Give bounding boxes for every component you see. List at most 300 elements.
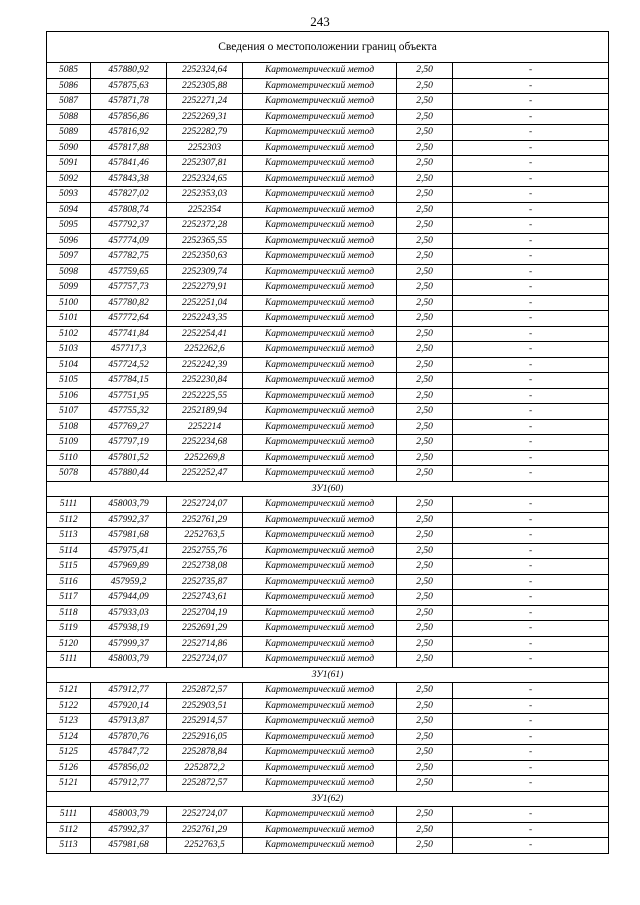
point-number-cell: 5125: [47, 745, 91, 761]
point-number-cell: 5117: [47, 590, 91, 606]
table-row: [47, 683, 609, 699]
method-cell: Картометрический метод: [243, 435, 397, 451]
coord-x-cell: 457741,84: [91, 326, 167, 342]
coord-x-cell: 457774,09: [91, 233, 167, 249]
table-row: [47, 63, 609, 79]
coord-y-cell: 2252354: [167, 202, 243, 218]
precision-cell: 2,50: [397, 528, 453, 544]
table-row: [47, 543, 609, 559]
precision-cell: 2,50: [397, 218, 453, 234]
point-number-cell: 5110: [47, 450, 91, 466]
description-cell: -: [453, 264, 609, 280]
description-cell: -: [453, 357, 609, 373]
method-cell: Картометрический метод: [243, 450, 397, 466]
coord-x-cell: 457880,44: [91, 466, 167, 482]
coord-y-cell: 2252743,61: [167, 590, 243, 606]
precision-cell: 2,50: [397, 295, 453, 311]
description-cell: -: [453, 450, 609, 466]
coord-x-cell: 458003,79: [91, 807, 167, 823]
coord-y-cell: 2252755,76: [167, 543, 243, 559]
point-number-cell: 5119: [47, 621, 91, 637]
method-cell: Картометрический метод: [243, 683, 397, 699]
table-row: [47, 109, 609, 125]
description-cell: -: [453, 435, 609, 451]
point-number-cell: 5121: [47, 683, 91, 699]
coord-y-cell: 2252365,55: [167, 233, 243, 249]
description-cell: -: [453, 466, 609, 482]
precision-cell: 2,50: [397, 559, 453, 575]
point-number-cell: 5092: [47, 171, 91, 187]
description-cell: -: [453, 280, 609, 296]
table-row: [47, 357, 609, 373]
description-cell: -: [453, 714, 609, 730]
point-number-cell: 5122: [47, 698, 91, 714]
method-cell: Картометрический метод: [243, 636, 397, 652]
table-row: [47, 156, 609, 172]
point-number-cell: 5109: [47, 435, 91, 451]
coord-y-cell: 2252372,28: [167, 218, 243, 234]
table-row: [47, 94, 609, 110]
description-cell: -: [453, 512, 609, 528]
point-number-cell: 5102: [47, 326, 91, 342]
point-number-cell: 5096: [47, 233, 91, 249]
precision-cell: 2,50: [397, 605, 453, 621]
precision-cell: 2,50: [397, 822, 453, 838]
precision-cell: 2,50: [397, 78, 453, 94]
coord-x-cell: 457769,27: [91, 419, 167, 435]
table-row: [47, 605, 609, 621]
method-cell: Картометрический метод: [243, 760, 397, 776]
table-row: [47, 760, 609, 776]
precision-cell: 2,50: [397, 140, 453, 156]
point-number-cell: 5078: [47, 466, 91, 482]
table-row: [47, 187, 609, 203]
coord-y-cell: 2252738,08: [167, 559, 243, 575]
coord-x-cell: 457784,15: [91, 373, 167, 389]
precision-cell: 2,50: [397, 450, 453, 466]
table-row: [47, 404, 609, 420]
table-row: [47, 729, 609, 745]
table-row: [47, 838, 609, 854]
table-title-row: [47, 32, 609, 63]
description-cell: -: [453, 233, 609, 249]
method-cell: Картометрический метод: [243, 187, 397, 203]
coord-x-cell: 457913,87: [91, 714, 167, 730]
table-row: [47, 419, 609, 435]
description-cell: -: [453, 683, 609, 699]
point-number-cell: 5107: [47, 404, 91, 420]
coord-y-cell: 2252878,84: [167, 745, 243, 761]
description-cell: -: [453, 698, 609, 714]
coord-y-cell: 2252230,84: [167, 373, 243, 389]
coord-y-cell: 2252691,29: [167, 621, 243, 637]
table-row: [47, 202, 609, 218]
coord-x-cell: 457992,37: [91, 822, 167, 838]
description-cell: -: [453, 838, 609, 854]
table-row: [47, 233, 609, 249]
point-number-cell: 5094: [47, 202, 91, 218]
precision-cell: 2,50: [397, 714, 453, 730]
precision-cell: 2,50: [397, 419, 453, 435]
method-cell: Картометрический метод: [243, 559, 397, 575]
coord-x-cell: 457875,63: [91, 78, 167, 94]
table-row: [47, 621, 609, 637]
point-number-cell: 5095: [47, 218, 91, 234]
method-cell: Картометрический метод: [243, 543, 397, 559]
coord-x-cell: 457999,37: [91, 636, 167, 652]
precision-cell: 2,50: [397, 621, 453, 637]
point-number-cell: 5111: [47, 497, 91, 513]
coord-x-cell: 457981,68: [91, 528, 167, 544]
point-number-cell: 5101: [47, 311, 91, 327]
coord-x-cell: 457944,09: [91, 590, 167, 606]
coord-y-cell: 2252279,91: [167, 280, 243, 296]
coord-x-cell: 458003,79: [91, 652, 167, 668]
precision-cell: 2,50: [397, 233, 453, 249]
precision-cell: 2,50: [397, 590, 453, 606]
precision-cell: 2,50: [397, 388, 453, 404]
precision-cell: 2,50: [397, 466, 453, 482]
precision-cell: 2,50: [397, 94, 453, 110]
point-number-cell: 5086: [47, 78, 91, 94]
point-number-cell: 5093: [47, 187, 91, 203]
precision-cell: 2,50: [397, 807, 453, 823]
coord-y-cell: 2252353,03: [167, 187, 243, 203]
method-cell: Картометрический метод: [243, 94, 397, 110]
description-cell: -: [453, 295, 609, 311]
coord-y-cell: 2252242,39: [167, 357, 243, 373]
coord-y-cell: 2252704,19: [167, 605, 243, 621]
table-row: [47, 776, 609, 792]
coord-x-cell: 457938,19: [91, 621, 167, 637]
coord-y-cell: 2252324,64: [167, 63, 243, 79]
coord-y-cell: 2252724,07: [167, 652, 243, 668]
point-number-cell: 5112: [47, 512, 91, 528]
coord-y-cell: 2252916,05: [167, 729, 243, 745]
description-cell: -: [453, 342, 609, 358]
method-cell: Картометрический метод: [243, 698, 397, 714]
description-cell: -: [453, 94, 609, 110]
description-cell: -: [453, 326, 609, 342]
precision-cell: 2,50: [397, 326, 453, 342]
precision-cell: 2,50: [397, 698, 453, 714]
method-cell: Картометрический метод: [243, 605, 397, 621]
table-row: [47, 590, 609, 606]
coord-y-cell: 2252234,68: [167, 435, 243, 451]
coord-x-cell: 457856,02: [91, 760, 167, 776]
precision-cell: 2,50: [397, 838, 453, 854]
coord-y-cell: 2252282,79: [167, 125, 243, 141]
point-number-cell: 5121: [47, 776, 91, 792]
table-row: [47, 435, 609, 451]
description-cell: -: [453, 776, 609, 792]
point-number-cell: 5111: [47, 807, 91, 823]
coord-y-cell: 2252350,63: [167, 249, 243, 265]
coord-x-cell: 457792,37: [91, 218, 167, 234]
table-row: [47, 559, 609, 575]
coord-y-cell: 2252254,41: [167, 326, 243, 342]
coord-y-cell: 2252872,57: [167, 776, 243, 792]
section-heading-row: [47, 667, 609, 683]
coord-x-cell: 457920,14: [91, 698, 167, 714]
table-row: [47, 652, 609, 668]
boundary-coordinates-table: [46, 31, 609, 854]
method-cell: Картометрический метод: [243, 63, 397, 79]
coord-x-cell: 457827,02: [91, 187, 167, 203]
coord-y-cell: 2252914,57: [167, 714, 243, 730]
coord-x-cell: 457757,73: [91, 280, 167, 296]
method-cell: Картометрический метод: [243, 373, 397, 389]
description-cell: -: [453, 636, 609, 652]
coord-y-cell: 2252763,5: [167, 528, 243, 544]
method-cell: Картометрический метод: [243, 729, 397, 745]
coord-x-cell: 457817,88: [91, 140, 167, 156]
table-row: [47, 807, 609, 823]
method-cell: Картометрический метод: [243, 745, 397, 761]
coord-y-cell: 2252309,74: [167, 264, 243, 280]
method-cell: Картометрический метод: [243, 140, 397, 156]
precision-cell: 2,50: [397, 683, 453, 699]
point-number-cell: 5116: [47, 574, 91, 590]
coord-y-cell: 2252269,31: [167, 109, 243, 125]
precision-cell: 2,50: [397, 187, 453, 203]
method-cell: Картометрический метод: [243, 78, 397, 94]
coord-y-cell: 2252214: [167, 419, 243, 435]
table-row: [47, 326, 609, 342]
coord-x-cell: 457847,72: [91, 745, 167, 761]
method-cell: Картометрический метод: [243, 838, 397, 854]
description-cell: -: [453, 187, 609, 203]
coord-y-cell: 2252735,87: [167, 574, 243, 590]
table-row: [47, 342, 609, 358]
coord-y-cell: 2252872,57: [167, 683, 243, 699]
point-number-cell: 5104: [47, 357, 91, 373]
coord-x-cell: 457843,38: [91, 171, 167, 187]
coord-x-cell: 457870,76: [91, 729, 167, 745]
coord-x-cell: 457981,68: [91, 838, 167, 854]
precision-cell: 2,50: [397, 729, 453, 745]
method-cell: Картометрический метод: [243, 125, 397, 141]
description-cell: -: [453, 807, 609, 823]
point-number-cell: 5090: [47, 140, 91, 156]
description-cell: -: [453, 605, 609, 621]
point-number-cell: 5112: [47, 822, 91, 838]
table-row: [47, 714, 609, 730]
point-number-cell: 5124: [47, 729, 91, 745]
coord-y-cell: 2252761,29: [167, 512, 243, 528]
table-row: [47, 125, 609, 141]
precision-cell: 2,50: [397, 357, 453, 373]
coord-x-cell: 457780,82: [91, 295, 167, 311]
precision-cell: 2,50: [397, 202, 453, 218]
description-cell: -: [453, 388, 609, 404]
description-cell: -: [453, 652, 609, 668]
method-cell: Картометрический метод: [243, 295, 397, 311]
method-cell: Картометрический метод: [243, 822, 397, 838]
point-number-cell: 5120: [47, 636, 91, 652]
method-cell: Картометрический метод: [243, 528, 397, 544]
table-title: Сведения о местоположении границ объекта: [47, 32, 609, 63]
point-number-cell: 5089: [47, 125, 91, 141]
method-cell: Картометрический метод: [243, 466, 397, 482]
method-cell: Картометрический метод: [243, 574, 397, 590]
precision-cell: 2,50: [397, 63, 453, 79]
point-number-cell: 5105: [47, 373, 91, 389]
description-cell: -: [453, 419, 609, 435]
coord-x-cell: 457933,03: [91, 605, 167, 621]
method-cell: Картометрический метод: [243, 512, 397, 528]
method-cell: Картометрический метод: [243, 249, 397, 265]
point-number-cell: 5111: [47, 652, 91, 668]
coord-y-cell: 2252271,24: [167, 94, 243, 110]
method-cell: Картометрический метод: [243, 497, 397, 513]
description-cell: -: [453, 822, 609, 838]
description-cell: -: [453, 760, 609, 776]
section-heading: ЗУ1(62): [47, 791, 609, 807]
coord-y-cell: 2252262,6: [167, 342, 243, 358]
description-cell: -: [453, 202, 609, 218]
description-cell: -: [453, 729, 609, 745]
coord-y-cell: 2252251,04: [167, 295, 243, 311]
description-cell: -: [453, 218, 609, 234]
table-row: [47, 745, 609, 761]
description-cell: -: [453, 497, 609, 513]
precision-cell: 2,50: [397, 109, 453, 125]
coord-x-cell: 457969,89: [91, 559, 167, 575]
coord-y-cell: 2252324,65: [167, 171, 243, 187]
precision-cell: 2,50: [397, 280, 453, 296]
boundary-table-container: [46, 31, 608, 854]
coord-y-cell: 2252903,51: [167, 698, 243, 714]
table-row: [47, 280, 609, 296]
coord-y-cell: 2252763,5: [167, 838, 243, 854]
description-cell: -: [453, 574, 609, 590]
coord-y-cell: 2252269,8: [167, 450, 243, 466]
table-row: [47, 311, 609, 327]
method-cell: Картометрический метод: [243, 419, 397, 435]
coord-x-cell: 457992,37: [91, 512, 167, 528]
point-number-cell: 5123: [47, 714, 91, 730]
point-number-cell: 5085: [47, 63, 91, 79]
method-cell: Картометрический метод: [243, 156, 397, 172]
coord-x-cell: 457816,92: [91, 125, 167, 141]
table-row: [47, 388, 609, 404]
coord-x-cell: 457797,19: [91, 435, 167, 451]
table-row: [47, 636, 609, 652]
coord-x-cell: 457871,78: [91, 94, 167, 110]
coord-y-cell: 2252872,2: [167, 760, 243, 776]
description-cell: -: [453, 621, 609, 637]
point-number-cell: 5099: [47, 280, 91, 296]
table-row: [47, 140, 609, 156]
coord-x-cell: 457959,2: [91, 574, 167, 590]
description-cell: -: [453, 109, 609, 125]
table-row: [47, 295, 609, 311]
coord-x-cell: 457717,3: [91, 342, 167, 358]
precision-cell: 2,50: [397, 512, 453, 528]
method-cell: Картометрический метод: [243, 388, 397, 404]
method-cell: Картометрический метод: [243, 218, 397, 234]
table-row: [47, 373, 609, 389]
coord-x-cell: 457755,32: [91, 404, 167, 420]
coord-x-cell: 457808,74: [91, 202, 167, 218]
coord-x-cell: 457801,52: [91, 450, 167, 466]
coord-x-cell: 457724,52: [91, 357, 167, 373]
table-body: [47, 32, 609, 854]
table-row: [47, 528, 609, 544]
description-cell: -: [453, 311, 609, 327]
description-cell: -: [453, 125, 609, 141]
point-number-cell: 5097: [47, 249, 91, 265]
point-number-cell: 5113: [47, 838, 91, 854]
table-row: [47, 497, 609, 513]
point-number-cell: 5126: [47, 760, 91, 776]
description-cell: -: [453, 140, 609, 156]
method-cell: Картометрический метод: [243, 326, 397, 342]
precision-cell: 2,50: [397, 171, 453, 187]
description-cell: -: [453, 171, 609, 187]
table-row: [47, 171, 609, 187]
coord-y-cell: 2252252,47: [167, 466, 243, 482]
point-number-cell: 5118: [47, 605, 91, 621]
precision-cell: 2,50: [397, 543, 453, 559]
point-number-cell: 5106: [47, 388, 91, 404]
description-cell: -: [453, 404, 609, 420]
section-heading: ЗУ1(61): [47, 667, 609, 683]
method-cell: Картометрический метод: [243, 171, 397, 187]
coord-x-cell: 457856,86: [91, 109, 167, 125]
method-cell: Картометрический метод: [243, 404, 397, 420]
method-cell: Картометрический метод: [243, 264, 397, 280]
method-cell: Картометрический метод: [243, 202, 397, 218]
method-cell: Картометрический метод: [243, 714, 397, 730]
coord-x-cell: 457841,46: [91, 156, 167, 172]
coord-x-cell: 457975,41: [91, 543, 167, 559]
coord-x-cell: 458003,79: [91, 497, 167, 513]
table-row: [47, 574, 609, 590]
precision-cell: 2,50: [397, 497, 453, 513]
method-cell: Картометрический метод: [243, 109, 397, 125]
description-cell: -: [453, 745, 609, 761]
description-cell: -: [453, 543, 609, 559]
description-cell: -: [453, 528, 609, 544]
method-cell: Картометрический метод: [243, 357, 397, 373]
coord-x-cell: 457782,75: [91, 249, 167, 265]
coord-y-cell: 2252303: [167, 140, 243, 156]
point-number-cell: 5103: [47, 342, 91, 358]
method-cell: Картометрический метод: [243, 652, 397, 668]
precision-cell: 2,50: [397, 745, 453, 761]
coord-y-cell: 2252761,29: [167, 822, 243, 838]
precision-cell: 2,50: [397, 636, 453, 652]
table-row: [47, 78, 609, 94]
coord-y-cell: 2252305,88: [167, 78, 243, 94]
coord-y-cell: 2252189,94: [167, 404, 243, 420]
point-number-cell: 5088: [47, 109, 91, 125]
point-number-cell: 5115: [47, 559, 91, 575]
section-heading-row: [47, 481, 609, 497]
coord-x-cell: 457772,64: [91, 311, 167, 327]
table-row: [47, 512, 609, 528]
method-cell: Картометрический метод: [243, 590, 397, 606]
coord-y-cell: 2252243,35: [167, 311, 243, 327]
coord-x-cell: 457751,95: [91, 388, 167, 404]
coord-x-cell: 457912,77: [91, 776, 167, 792]
point-number-cell: 5108: [47, 419, 91, 435]
description-cell: -: [453, 373, 609, 389]
page-number: 243: [310, 14, 330, 29]
point-number-cell: 5091: [47, 156, 91, 172]
